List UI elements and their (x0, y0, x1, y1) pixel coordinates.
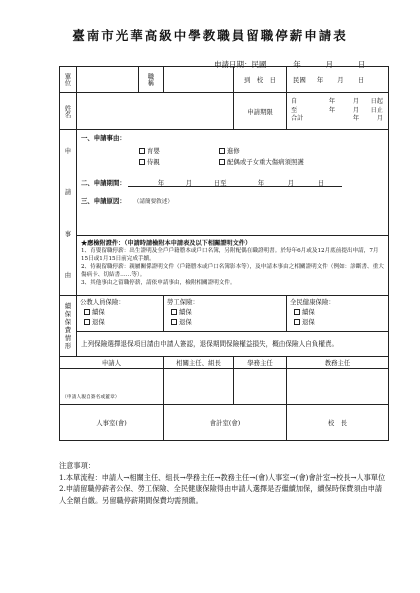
form-title: 臺南市光華高級中學教職員留職停薪申請表 (72, 28, 348, 43)
sig-academic-affairs-field[interactable] (287, 369, 389, 405)
date-month: 月 (325, 60, 334, 69)
sig-principal[interactable]: 校 長 (287, 405, 389, 441)
health-continue[interactable]: 續保 (294, 308, 385, 318)
date-year: 年 (293, 60, 301, 69)
date-day: 日 (357, 60, 366, 69)
sig-header-director: 相關主任、組長 (164, 357, 234, 369)
reason-heading: 一、申請事由： (81, 134, 126, 142)
checkbox-icon[interactable] (171, 319, 177, 325)
title-field[interactable] (164, 67, 234, 93)
evidence-item: 3、其他事由之留職停薪，請依申請事由，檢附相關證明文件。 (81, 280, 236, 287)
sig-header-applicant: 申請人 (60, 357, 164, 369)
insurance-civil: 公教人員保險： 續保 退保 (77, 296, 164, 332)
reason-section (77, 130, 389, 236)
sig-applicant-field[interactable]: （申請人親自簽名或蓋章） (60, 369, 164, 405)
name-label: 姓名 (60, 93, 77, 130)
option-parent-care[interactable]: 侍親 (139, 157, 217, 168)
checkbox-icon[interactable] (294, 319, 300, 325)
insurance-health: 全民健康保險： 續保 退保 (287, 296, 389, 332)
insurance-note: 上列保險選擇退保項目請由申請人簽認，退保期間保險權益損失，概由保險人自負權責。 (77, 332, 389, 357)
sig-student-affairs-field[interactable] (234, 369, 287, 405)
checkbox-icon[interactable] (294, 309, 300, 315)
title-label: 職稱 (139, 67, 164, 93)
name-field[interactable] (77, 93, 234, 130)
period-field[interactable] (287, 93, 389, 130)
option-childcare[interactable]: 育嬰 (139, 146, 217, 157)
evidence-item: 1、育嬰留職停薪：出生證明及全戶戶籍謄本或戶口名簿，另附配偶在職證明書。於每年6月或及12月底前提出申請，7月15日或1月15日前完成手續。 (81, 247, 379, 262)
insurance-labor: 勞工保險： 續保 退保 (164, 296, 287, 332)
option-study[interactable]: 進修 (219, 147, 240, 155)
period-line[interactable]: 二、申請期間： 年 月 日至 年 月 日 (81, 178, 384, 187)
checkbox-icon[interactable] (219, 159, 225, 165)
evidence-section: ★應檢附證件：（申請時請檢附本申請表及以下相關證明文件） 1、育嬰留職停薪：出生證明及全戶戶籍謄本或戶口名簿，另附配偶在職證明書。於每年6月或及12月底前提出申請，7月15日或1月15日前完成手續。 2、侍親留職停薪：親屬關係證明文件（戶籍謄本或戶口名簿影本等），及申請本事由之相關證明文件（例如：診斷書、重大傷病卡、切結書……等）。 3、其他事由之留職停薪，請依申請事由，檢附相關證明文件。 (77, 235, 389, 295)
labor-continue[interactable]: 續保 (171, 308, 283, 318)
option-spouse-care[interactable]: 配偶或子女重大傷病須照護 (219, 158, 304, 166)
checkbox-icon[interactable] (84, 309, 90, 315)
notes-item: 2.申請留職停薪者公保、勞工保險、全民健康保險得由申請人選擇是否繼續加保，續保時保費須由申請人全額自繳。另留職停薪期間保費均需預繳。 (59, 484, 383, 505)
sig-director-field[interactable] (164, 369, 234, 405)
civil-continue[interactable]: 續保 (84, 308, 160, 318)
period-label: 申請期限 (234, 93, 287, 130)
period-from-row: 自 年 月 日起 (291, 97, 383, 105)
labor-withdraw[interactable]: 退保 (171, 318, 283, 328)
health-withdraw[interactable]: 退保 (294, 318, 385, 328)
sig-accounting[interactable]: 會計室(會) (164, 405, 287, 441)
date-label: 申請日期：民國 (214, 60, 267, 69)
notes-section (59, 460, 389, 506)
reason-side-label: 申 請 事 由 (60, 130, 77, 296)
checkbox-icon[interactable] (139, 148, 145, 154)
unit-field[interactable] (77, 67, 139, 93)
checkbox-icon[interactable] (171, 309, 177, 315)
arrival-date-field[interactable]: 民國 年 月 日 (287, 67, 389, 93)
civil-withdraw[interactable]: 退保 (84, 318, 160, 328)
sig-header-academic-affairs: 教務主任 (287, 357, 389, 369)
notes-title: 注意事項： (59, 461, 95, 470)
sig-header-student-affairs: 學務主任 (234, 357, 287, 369)
notes-item: 1.本單流程：申請人→相關主任、組長→學務主任→教務主任→(會)人事室→(會)會計室→校長→人事單位 (59, 472, 386, 482)
checkbox-icon[interactable] (139, 159, 145, 165)
period-total-row: 合計 年 月 (291, 115, 383, 123)
arrival-label: 到 校 日 (234, 67, 287, 93)
checkbox-icon[interactable] (84, 319, 90, 325)
checkbox-icon[interactable] (219, 148, 225, 154)
period-to-row: 至 年 月 日止 (291, 106, 383, 114)
insurance-side-label: 續 保 保 費 情 形 (60, 296, 77, 357)
sig-personnel[interactable]: 人事室(會) (60, 405, 164, 441)
application-form-table (59, 66, 389, 441)
evidence-item: 2、侍親留職停薪：親屬關係證明文件（戶籍謄本或戶口名簿影本等），及申請本事由之相關證明文件（例如：診斷書、重大傷病卡、切結書……等）。 (81, 263, 384, 278)
unit-label: 單位 (60, 67, 77, 93)
cause-line[interactable]: 三、申請原因： （請簡要敘述） (81, 196, 173, 205)
